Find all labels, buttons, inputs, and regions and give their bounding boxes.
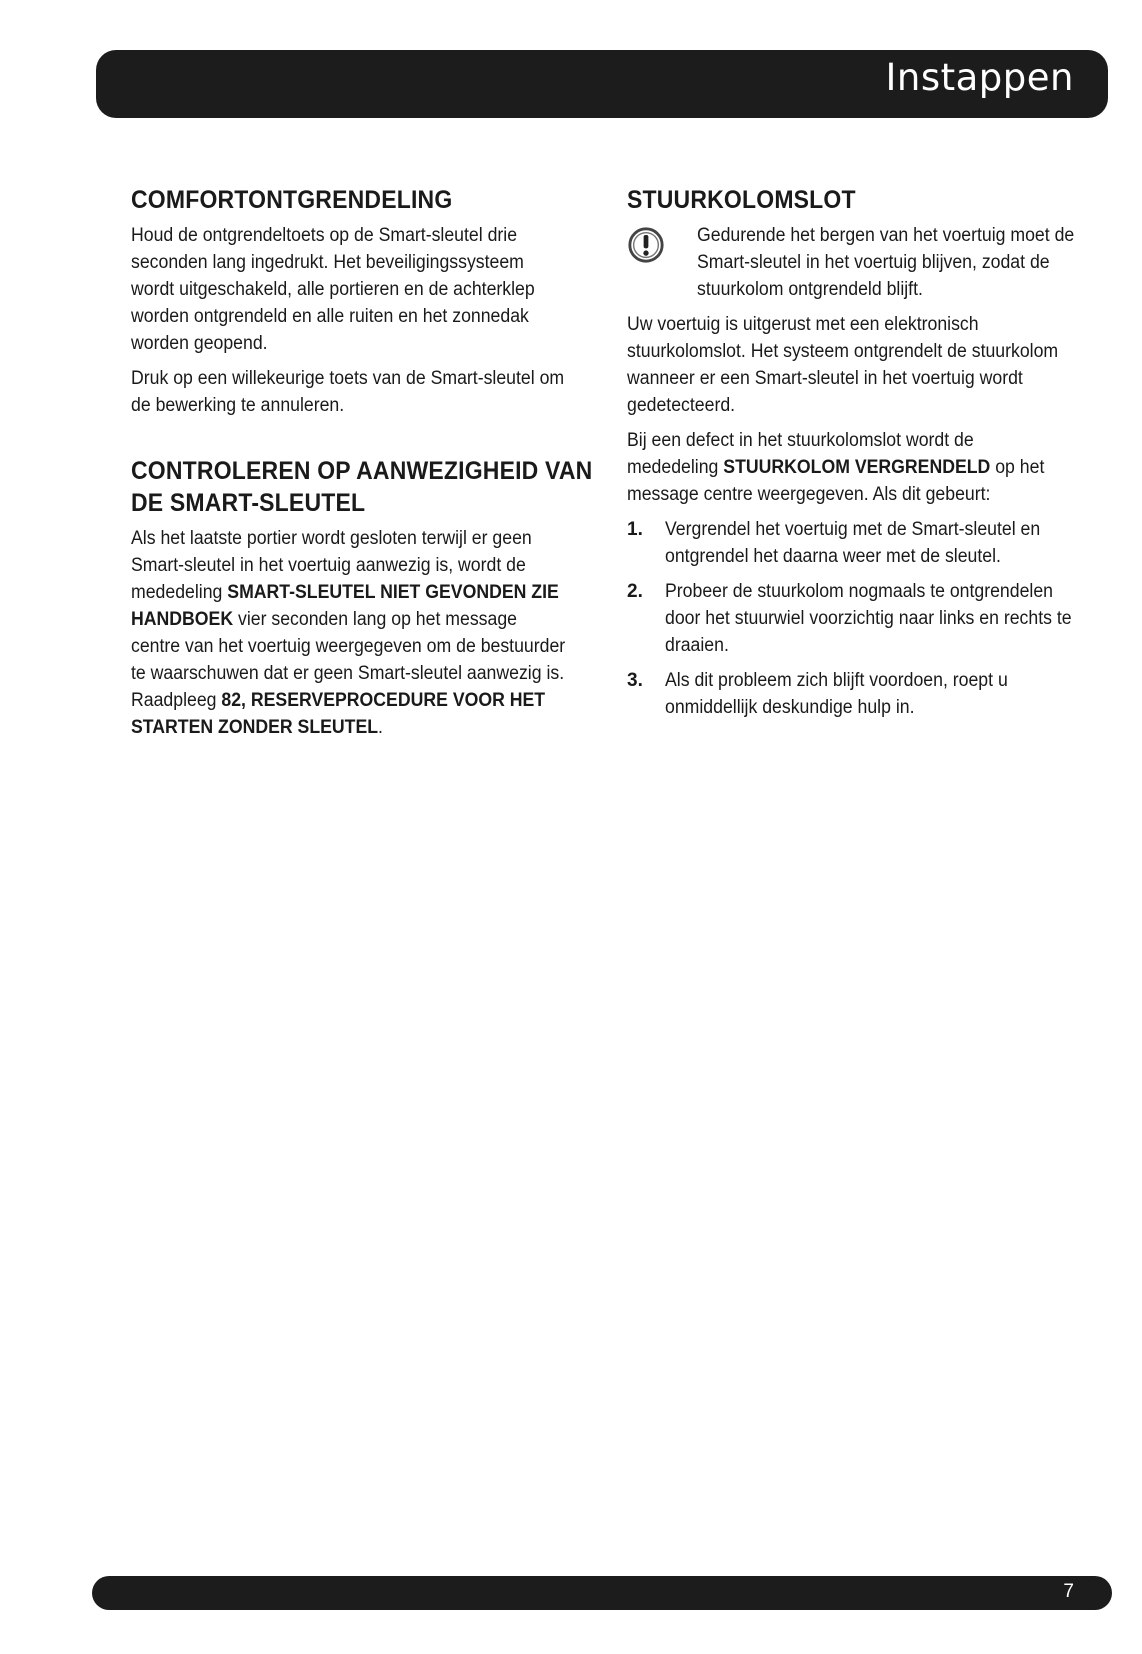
header-bar [96,50,1108,118]
message-text: SMART-SLEUTEL NIET GEVONDEN ZIE HANDBOEK [131,582,559,630]
warning-text: Gedurende het bergen van het voertuig moet de Smart-sleutel in het voertuig blijven, zodat de stuurkolom ontgrendeld blijft. [697,225,1075,300]
step-number: 2. [627,581,643,602]
text-run: . [378,717,383,738]
text-run: Als het laatste portier wordt gesloten terwijl er geen Smart-sleutel in het voertuig aanwezig is, wordt de mededeling [131,528,532,603]
steps-list [627,516,1072,721]
warning-note [627,222,1075,303]
section-title-comfortontgrendeling: COMFORTONTGRENDELING [131,186,453,214]
message-text: STUURKOLOM VERGRENDELD [723,457,991,478]
paragraph: Houd de ontgrendeltoets op de Smart-sleutel drie seconden lang ingedrukt. Het beveiligingssysteem wordt uitgeschakeld, alle portieren en de achterklep worden ontgrendeld en alle ruiten en het zonnedak worden geopend. [131,225,535,354]
step-text: Vergrendel het voertuig met de Smart-sleutel en ontgrendel het daarna weer met de sleutel. [665,519,1041,567]
cross-reference-link[interactable]: 82, RESERVEPROCEDURE VOOR HET STARTEN ZONDER SLEUTEL [131,690,546,738]
list-item [627,667,1067,721]
step-number: 3. [627,670,643,691]
paragraph [627,427,1064,508]
right-column [627,184,1075,729]
warning-icon [627,226,665,264]
section-title-smart-sleutel-line1: CONTROLEREN OP AANWEZIGHEID VAN [131,457,593,485]
section-title-stuurkolomslot: STUURKOLOMSLOT [627,186,856,214]
text-run: vier seconden lang op het message centre van het voertuig weergegeven om de bestuurder te waarschuwen dat er geen Smart-sleutel aanwezig is. Raadpleeg [131,609,566,711]
footer-bar [92,1576,1112,1610]
page-title: Instappen [885,56,1074,99]
list-item [627,516,1067,570]
left-column [131,184,593,749]
step-text: Probeer de stuurkolom nogmaals te ontgrendelen door het stuurwiel voorzichtig naar links en rechts te draaien. [665,581,1072,656]
paragraph: Druk op een willekeurige toets van de Smart-sleutel om de bewerking te annuleren. [131,368,565,416]
step-number: 1. [627,519,643,540]
section-title-smart-sleutel-line2: DE SMART-SLEUTEL [131,489,366,517]
list-item [627,578,1072,659]
step-text: Als dit probleem zich blijft voordoen, roept u onmiddellijk deskundige hulp in. [665,670,1008,718]
text-run: Bij een defect in het stuurkolomslot wordt de mededeling [627,430,974,478]
page-number: 7 [1063,1581,1074,1602]
paragraph: Uw voertuig is uitgerust met een elektronisch stuurkolomslot. Het systeem ontgrendelt de stuurkolom wanneer er een Smart-sleutel in het voertuig wordt gedetecteerd. [627,314,1059,416]
paragraph [131,525,568,741]
text-run: op het message centre weergegeven. Als dit gebeurt: [627,457,1045,505]
